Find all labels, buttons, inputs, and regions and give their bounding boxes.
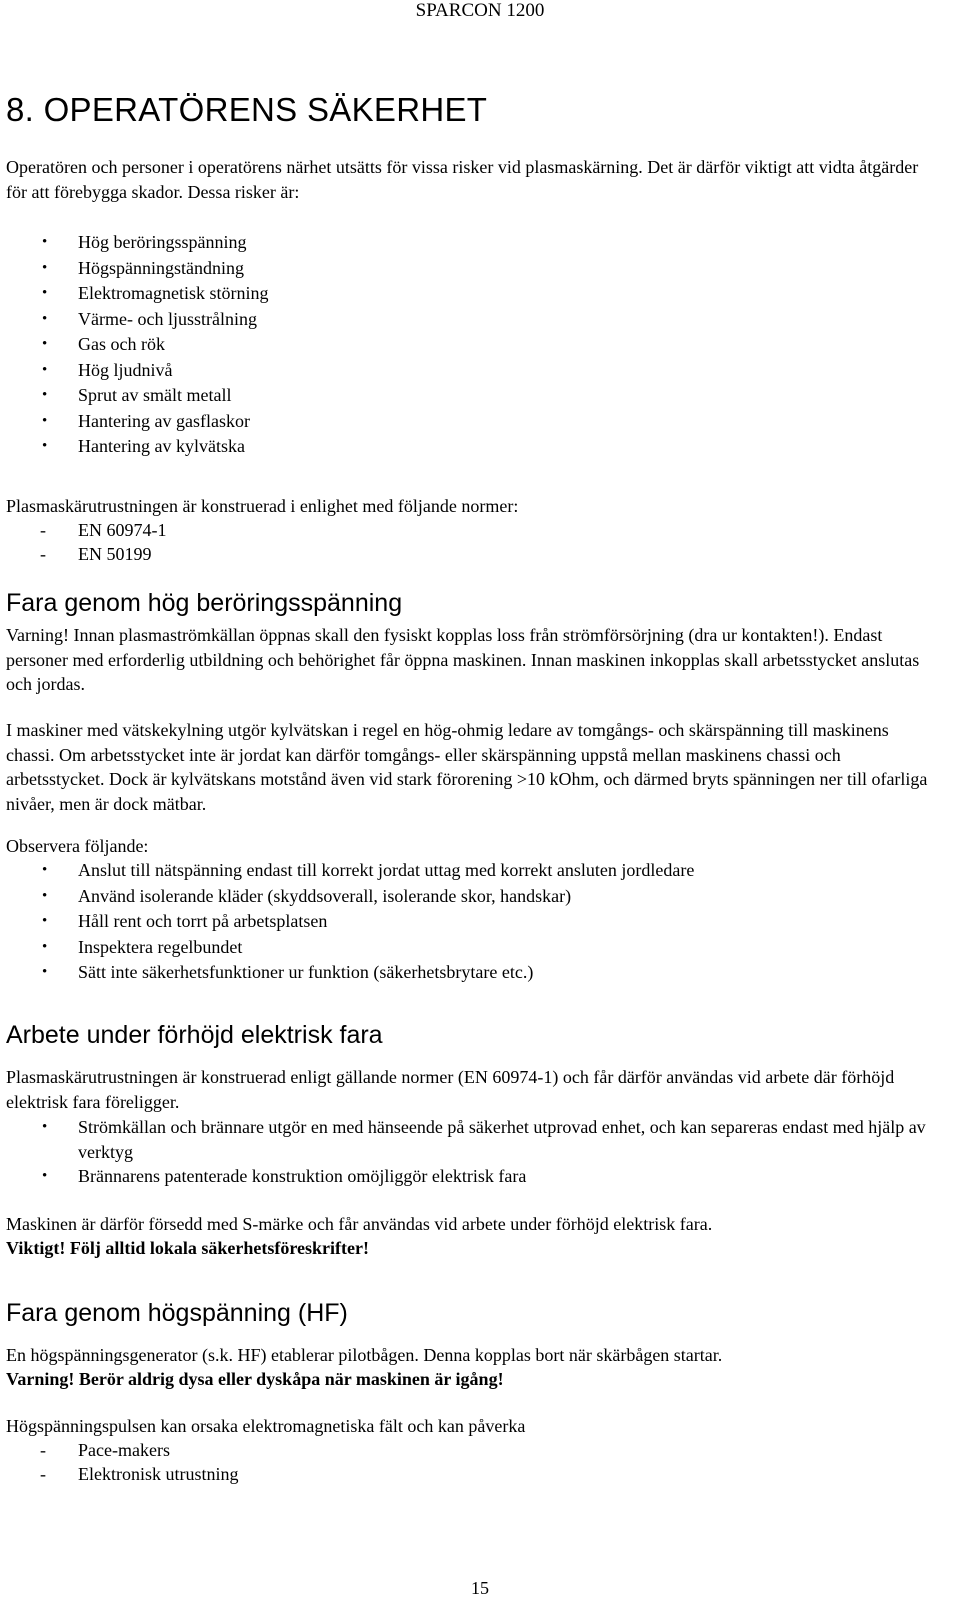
list-item: • Sprut av smält metall [6, 383, 268, 409]
dash-icon: - [40, 520, 46, 540]
list-item: • Inspektera regelbundet [6, 935, 694, 961]
list-item: • Värme- och ljusstrålning [6, 307, 268, 333]
running-header: SPARCON 1200 [415, 0, 545, 21]
bullet-icon: • [42, 964, 48, 980]
bullet-icon: • [42, 361, 48, 378]
bullet-icon: • [42, 336, 48, 352]
list-item: - EN 60974-1 [40, 520, 167, 540]
section-heading: Fara genom högspänning (HF) [6, 1299, 348, 1327]
bullet-icon: • [42, 412, 48, 429]
list-item: • Anslut till nätspänning endast till korrekt jordat uttag med korrekt ansluten jordledare [6, 858, 694, 884]
risk-list [6, 230, 268, 460]
page-number: 15 [471, 1578, 489, 1598]
bullet-icon: • [42, 259, 48, 276]
bullet-icon: • [42, 285, 48, 301]
section-heading: Arbete under förhöjd elektrisk fara [6, 1021, 383, 1049]
paragraph: Plasmaskärutrustningen är konstruerad enligt gällande normer (EN 60974-1) och får därför användas vid arbete där förhöjd elektrisk fara föreligger. [6, 1067, 895, 1112]
list-item: - Pace-makers [40, 1440, 170, 1460]
list-item: • Hög beröringsspänning [6, 230, 268, 256]
bullet-icon: • [42, 887, 48, 904]
bullet-list [6, 1115, 941, 1189]
bullet-list [6, 858, 694, 986]
bullet-icon: • [42, 310, 48, 327]
dash-list [6, 1438, 239, 1486]
list-item: • Hantering av kylvätska [6, 434, 268, 460]
bullet-icon: • [42, 387, 48, 403]
list-item: • Använd isolerande kläder (skyddsoverall, isolerande skor, handskar) [6, 884, 694, 910]
paragraph: Högspänningspulsen kan orsaka elektromagnetiska fält och kan påverka [6, 1416, 526, 1436]
list-item: • Gas och rök [6, 332, 268, 358]
bullet-icon: • [42, 234, 48, 250]
bullet-icon: • [42, 438, 48, 454]
list-item: • Sätt inte säkerhetsfunktioner ur funktion (säkerhetsbrytare etc.) [6, 960, 694, 986]
paragraph: Observera följande: [6, 836, 149, 856]
dash-icon: - [40, 544, 46, 564]
list-item: • Håll rent och torrt på arbetsplatsen [6, 909, 694, 935]
list-item: • Hög ljudnivå [6, 358, 268, 384]
dash-icon: - [40, 1464, 46, 1484]
norms-intro: Plasmaskärutrustningen är konstruerad i enlighet med följande normer: [6, 496, 519, 516]
list-item: • Elektromagnetisk störning [6, 281, 268, 307]
paragraph: Varning! Innan plasmaströmkällan öppnas skall den fysiskt kopplas loss från strömförsörjning (dra ur kontakten!). Endast personer med erforderlig utbildning och behörighet får öppna maskinen. Innan maskinen inkopplas skall arbetsstycket anslutas och jordas. [6, 625, 920, 694]
list-item: - EN 50199 [40, 544, 152, 564]
bullet-icon: • [42, 1119, 48, 1135]
bullet-icon: • [42, 862, 48, 878]
bullet-icon: • [42, 938, 48, 955]
bullet-icon: • [42, 1168, 48, 1184]
paragraph: Maskinen är därför försedd med S-märke och får användas vid arbete under förhöjd elektrisk fara. [6, 1214, 713, 1234]
list-item: • Högspänningständning [6, 256, 268, 282]
section-title: 8. OPERATÖRENS SÄKERHET [6, 91, 488, 128]
list-item: • Hantering av gasflaskor [6, 409, 268, 435]
warning-text: Varning! Berör aldrig dysa eller dyskåpa när maskinen är igång! [6, 1369, 504, 1389]
list-item: - Elektronisk utrustning [40, 1464, 239, 1484]
list-item: • Brännarens patenterade konstruktion omöjliggör elektrisk fara [6, 1164, 941, 1189]
bullet-icon: • [42, 913, 48, 929]
paragraph: En högspänningsgenerator (s.k. HF) etablerar pilotbågen. Denna kopplas bort när skärbågen startar. [6, 1345, 723, 1365]
list-item: • Strömkällan och brännare utgör en med hänseende på säkerhet utprovad enhet, och kan separeras endast med hjälp av verktyg [42, 1117, 926, 1162]
intro-paragraph: Operatören och personer i operatörens närhet utsätts för vissa risker vid plasmaskärning. Det är därför viktigt att vidta åtgärder för att förebygga skador. Dessa risker är: [6, 157, 919, 202]
dash-icon: - [40, 1440, 46, 1460]
paragraph: I maskiner med vätskekylning utgör kylvätskan i regel en hög-ohmig ledare av tomgångs- och skärspänning till maskinens chassi. Om arbetsstycket inte är jordat kan därför tomgångs- eller skärspänning uppstå mellan maskinens chassi och arbetsstycket. Dock är kylvätskans motstånd även vid stark förorening >10 kOhm, och därmed bryts spänningen ner till ofarliga nivåer, men är dock mätbar. [6, 720, 928, 814]
warning-text: Viktigt! Följ alltid lokala säkerhetsföreskrifter! [6, 1238, 369, 1258]
norms-list [6, 518, 167, 566]
section-heading: Fara genom hög beröringsspänning [6, 589, 403, 617]
